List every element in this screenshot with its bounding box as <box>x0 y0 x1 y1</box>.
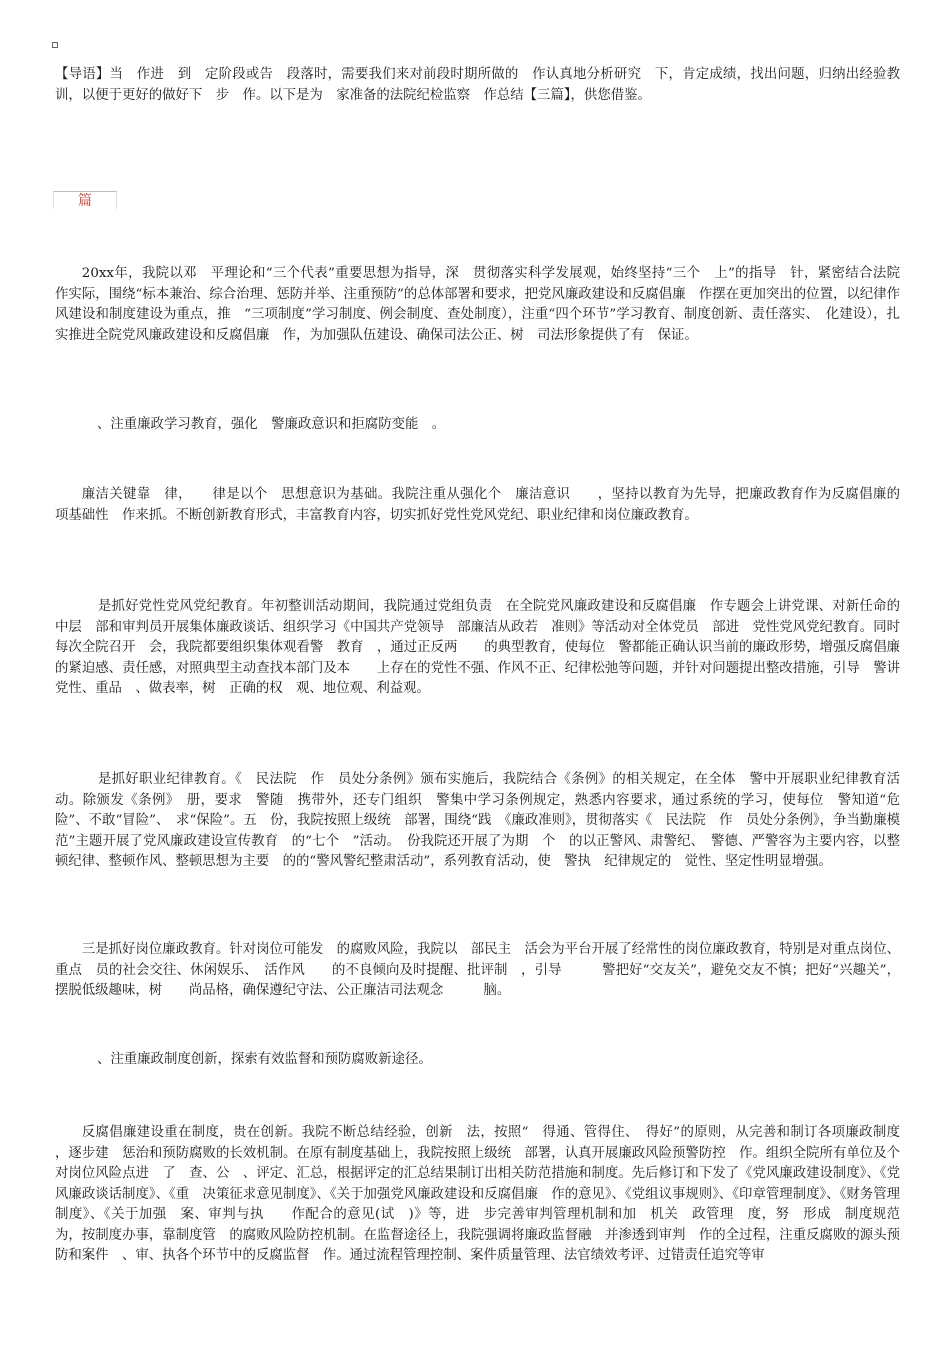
paragraph-professional-discipline: 是抓好职业纪律教育。《 民法院 作 员处分条例》颁布实施后，我院结合《条例》的相关规定，在全体 警中开展职业纪律教育活动。除颁发《条例》 册，要求 警随 携带外，还专门组织 警集中学习条例规定，熟悉内容要求，通过系统的学习，使每位 警知道“危险”、不敢“冒险”、 求“保险”。五 份，我院按照上级统 部署，围绕“践 《廉政准则》，贯彻落实《 民法院 作 员处分条例》，争当勤廉模范”主题开展了党风廉政建设宣传教育 的“七个 ”活动。 份我院还开展了为期 个 的以正警风、肃警纪、 警德、严警容为主要内容，以整顿纪律、整顿作风、整顿思想为主要 的的“警风警纪整肃活动”，系列教育活动，使 警执 纪律规定的 觉性、坚定性明显增强。 <box>55 772 900 869</box>
paragraph-post-education: 三是抓好岗位廉政教育。针对岗位可能发 的腐败风险，我院以 部民主 活会为平台开展了经常性的岗位廉政教育，特别是对重点岗位、重点 员的社会交往、休闲娱乐、 活作风 的不良倾向及时提醒、批评制 ，引导 警把好“交友关”，避免交友不慎；把好“兴趣关”，摆脱低级趣味，树 尚品格，确保遵纪守法、公正廉洁司法观念 脑。 <box>55 942 900 998</box>
paragraph-overview: 20xx年，我院以邓 平理论和“三个代表”重要思想为指导，深 贯彻落实科学发展观，始终坚持“三个 上”的指导 针，紧密结合法院 作实际，围绕“标本兼治、综合治理、惩防并举、注重预防”的总体部署和要求，把党风廉政建设和反腐倡廉 作摆在更加突出的位置，以纪律作风建设和制度建设为重点，推 “三项制度”学习制度、例会制度、查处制度），注重“四个环节”学习教育、制度创新、责任落实、 化建设），扎实推进全院党风廉政建设和反腐倡廉 作，为加强队伍建设、确保司法公正、树 司法形象提供了有 保证。 <box>55 266 914 343</box>
bullet-marker-icon <box>52 42 58 48</box>
section-heading-1: 、注重廉政学习教育，强化 警廉政意识和拒腐防变能 。 <box>97 417 446 432</box>
section-label: 篇 <box>53 191 117 209</box>
paragraph-discipline: 廉洁关键靠 律， 律是以个 思想意识为基础。我院注重从强化个 廉洁意识 ，坚持以教育为先导，把廉政教育作为反腐倡廉的 项基础性 作来抓。不断创新教育形式，丰富教育内容，切实抓好党性党风党纪、职业纪律和岗位廉政教育。 <box>55 487 914 523</box>
paragraph-party-education: 是抓好党性党风党纪教育。年初整训活动期间，我院通过党组负责 在全院党风廉政建设和反腐倡廉 作专题会上讲党课、对新任命的中层 部和审判员开展集体廉政谈话、组织学习《中国共产党领导 部廉洁从政若 准则》等活动对全体党员 部进 党性党风党纪教育。同时每次全院召开 会，我院都要组织集体观看警 教育 ，通过正反两 的典型教育，使每位 警都能正确认识当前的廉政形势，增强反腐倡廉的紧迫感、责任感，对照典型主动查找本部门及本 上存在的党性不强、作风不正、纪律松弛等问题，并针对问题提出整改措施，引导 警讲党性、重品 、做表率，树 正确的权 观、地位观、利益观。 <box>55 599 900 696</box>
intro-paragraph: 【导语】当 作进 到 定阶段或告 段落时，需要我们来对前段时期所做的 作认真地分析研究 下，肯定成绩，找出问题，归纳出经验教训，以便于更好的做好下 步 作。以下是为 家准备的法院纪检监察 作总结【三篇】，供您借鉴。 <box>55 67 900 103</box>
paragraph-system-innovation: 反腐倡廉建设重在制度，贵在创新。我院不断总结经验，创新 法，按照“ 得通、管得住、 得好”的原则，从完善和制订各项廉政制度 ，逐步建 惩治和预防腐败的长效机制。在原有制度基础上，我院按照上级统 部署，认真开展廉政风险预警防控 作。组织全院所有单位及个 对岗位风险点进 了 查、公 、评定、汇总，根据评定的汇总结果制订出相关防范措施和制度。先后修订和下发了《党风廉政建设制度》、《党风廉政谈话制度》、《重 决策征求意见制度》、《关于加强党风廉政建设和反腐倡廉 作的意见》、《党组议事规则》、《印章管理制度》、《财务管理制度》、《关于加强 案、审判与执 作配合的意见(试 )》等，进 步完善审判管理机制和加 机关 政管理 度，努 形成 制度规范 为，按制度办事，靠制度管 的腐败风险防控机制。在监督途径上，我院强调将廉政监督融 并渗透到审判 作的全过程，注重反腐败的源头预防和案件 、审、执各个环节中的反腐监督 作。通过流程管理控制、案件质量管理、法官绩效考评、过错责任追究等审 <box>55 1125 927 1263</box>
section-heading-2: 、注重廉政制度创新，探索有效监督和预防腐败新途径。 <box>97 1052 432 1067</box>
